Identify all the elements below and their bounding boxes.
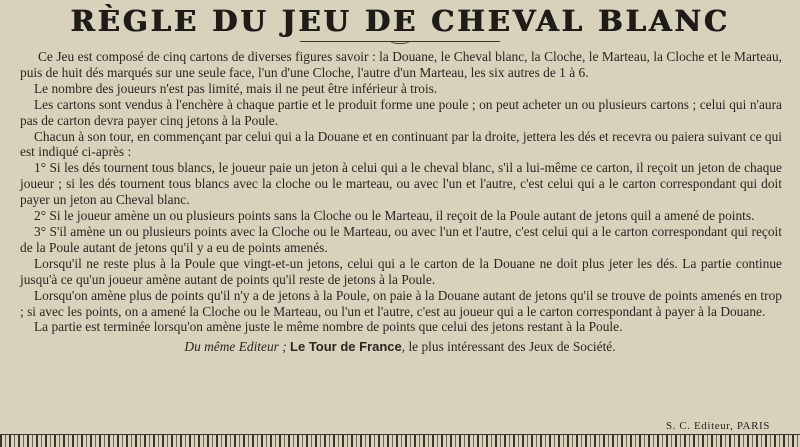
publisher-note (18, 339, 782, 355)
book-suffix: , le plus intéressant des Jeux de Société. (401, 339, 616, 355)
rules-paragraph: 1° Si les dés tournent tous blancs, le joueur paie un jeton à celui qui a le cheval blanc, s'il a lui-même ce carton, il reçoit un jeton de chaque joueur ; si les dés tournent tous blancs avec la cloche ou le marteau, ou avec l'un et l'autre, c'est celui qui a le carton correspondant qui doit payer un jeton au Cheval blanc. (20, 160, 782, 208)
rules-paragraph: Les cartons sont vendus à l'enchère à chaque partie et le produit forme une poule ; on peut acheter un ou plusieurs cartons ; celui qui n'aura pas de carton devra payer cinq jetons à la Poule. (20, 96, 782, 128)
imprint: S. C. Editeur, PARIS (665, 420, 770, 432)
book-title: Le Tour de France (290, 339, 402, 355)
rules-body (20, 49, 782, 335)
editor-prefix: Du même Editeur ; (184, 339, 287, 355)
rules-paragraph: Chacun à son tour, en commençant par celui qui a la Douane et en continuant par la droite, jettera les dés et recevra ou paiera suivant ce qui est indiqué ci-après : (20, 128, 782, 160)
rules-paragraph: La partie est terminée lorsqu'on amène juste le même nombre de points que celui des jetons restant à la Poule. (34, 319, 623, 335)
decorative-border (0, 434, 800, 447)
rules-paragraph: 3° S'il amène un ou plusieurs points avec la Cloche ou le Marteau, ou avec l'un et l'autre, c'est celui qui a le carton correspondant qui reçoit de la Poule autant de jetons qu'il y a eu de points amenés. (20, 223, 782, 255)
rules-paragraph: Ce Jeu est composé de cinq cartons de diverses figures savoir : la Douane, le Cheval blanc, la Cloche, le Marteau, la Cloche et le Marteau, puis de huit dés marqués sur une seule face, l'un d'une Cloche, l'autre d'un Marteau, les six autres de 1 à 6. (20, 49, 782, 80)
rules-paragraph: 2° Si le joueur amène un ou plusieurs points sans la Cloche ou le Marteau, il reçoit de la Poule autant de jetons quil a amené de points. (34, 208, 755, 224)
title-rule-ornament (300, 41, 500, 42)
rules-paragraph: Lorsqu'on amène plus de points qu'il n'y a de jetons à la Poule, on paie à la Douane autant de jetons qu'il se trouve de points amenés en trop ; si avec les points, on a amené la Cloche ou le Marteau, ou l'un et l'autre, c'est au joueur qui a le carton correspondant à payer à la Douane. (20, 287, 782, 319)
rules-paragraph: Le nombre des joueurs n'est pas limité, mais il ne peut être inférieur à trois. (34, 80, 438, 96)
page-title: RÈGLE DU JEU DE CHEVAL BLANC (70, 4, 730, 38)
rules-paragraph: Lorsqu'il ne reste plus à la Poule que vingt-et-un jetons, celui qui a le carton de la Douane ne doit plus jeter les dés. La partie continue jusqu'à ce qu'un joueur amène autant de points qu'il reste de jetons à la Poule. (20, 255, 782, 287)
